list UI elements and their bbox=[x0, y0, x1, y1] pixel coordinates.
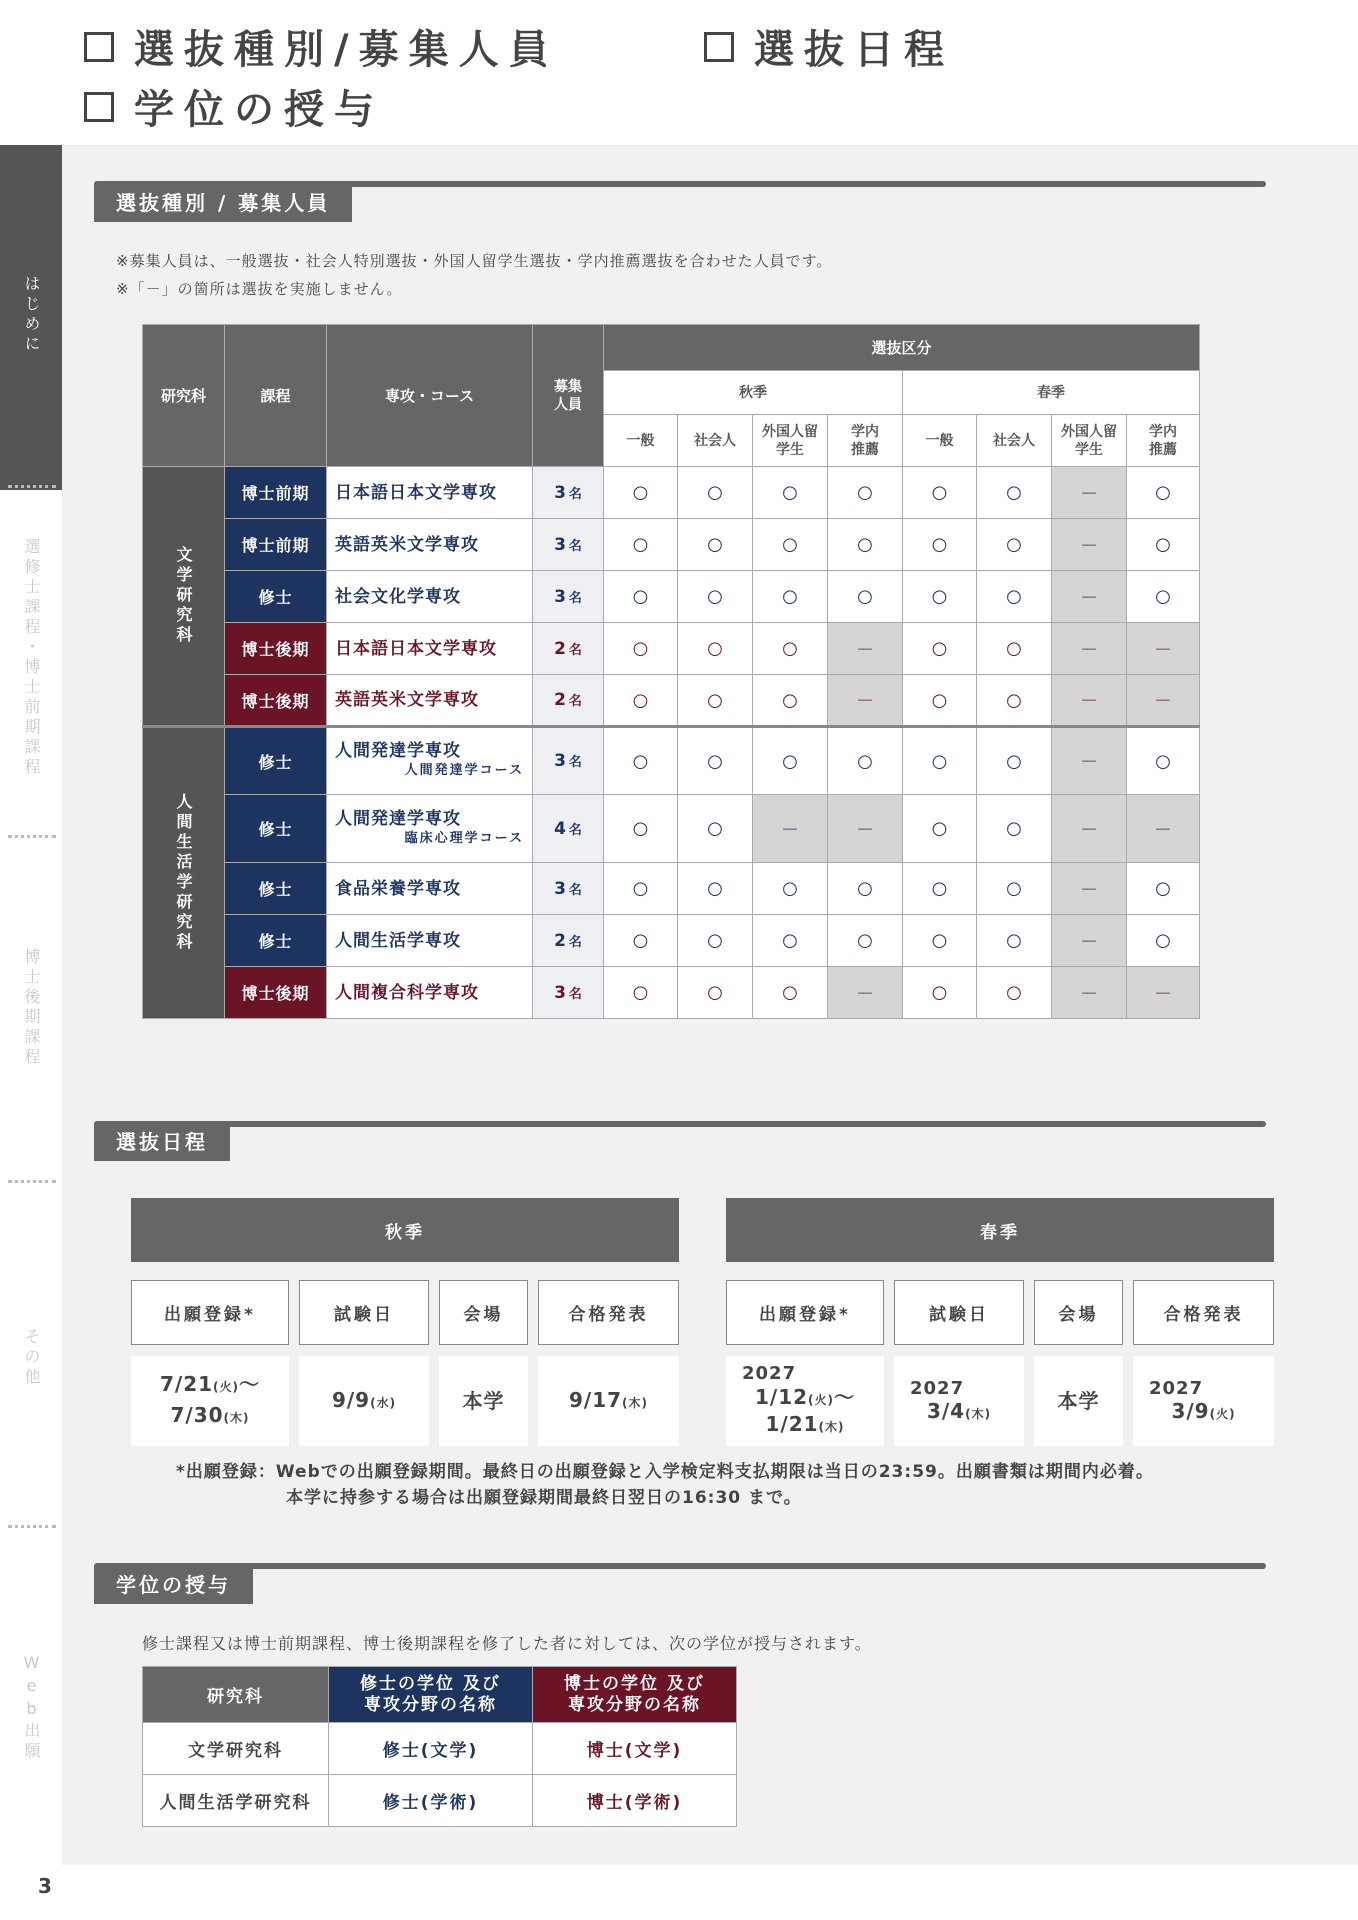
count-value: 4 bbox=[554, 818, 566, 839]
sidebar-item-intro[interactable]: はじめに bbox=[0, 145, 62, 490]
not-offered-mark: － bbox=[828, 967, 903, 1019]
table-row bbox=[143, 727, 1200, 795]
offered-mark: ○ bbox=[604, 467, 678, 519]
sidebar-item-other[interactable]: その他 bbox=[22, 1328, 41, 1388]
not-offered-mark: － bbox=[1052, 623, 1127, 675]
course-name: 臨床心理学コース bbox=[404, 830, 524, 846]
count-cell bbox=[533, 571, 604, 623]
header-type: 一般 bbox=[604, 415, 678, 467]
not-offered-mark: － bbox=[1127, 675, 1200, 727]
offered-mark: ○ bbox=[753, 467, 828, 519]
page-number: 3 bbox=[38, 1874, 52, 1898]
offered-mark: ○ bbox=[828, 519, 903, 571]
count-value: 3 bbox=[554, 982, 566, 1003]
offered-mark: ○ bbox=[753, 863, 828, 915]
major-cell bbox=[327, 727, 533, 795]
header-count: 募集人員 bbox=[533, 325, 604, 467]
header-type: 社会人 bbox=[977, 415, 1052, 467]
offered-mark: ○ bbox=[828, 863, 903, 915]
count-unit: 名 bbox=[568, 538, 582, 554]
header-item-selection-types[interactable]: 選抜種別/募集人員 bbox=[84, 18, 559, 75]
major-cell bbox=[327, 863, 533, 915]
checkbox-icon bbox=[84, 32, 114, 62]
degree-cell: 博士後期 bbox=[225, 623, 327, 675]
major-name: 日本語日本文学専攻 bbox=[335, 482, 497, 503]
offered-mark: ○ bbox=[828, 467, 903, 519]
table-row bbox=[143, 467, 1200, 519]
not-offered-mark: － bbox=[1052, 967, 1127, 1019]
not-offered-mark: － bbox=[1052, 675, 1127, 727]
degree-master: 修士(学術) bbox=[329, 1775, 533, 1827]
section-title-schedule: 選抜日程 bbox=[94, 1123, 230, 1161]
course-name: 人間発達学コース bbox=[404, 763, 524, 778]
offered-mark: ○ bbox=[828, 571, 903, 623]
offered-mark: ○ bbox=[1127, 727, 1200, 795]
offered-mark: ○ bbox=[753, 727, 828, 795]
degree-table bbox=[142, 1666, 737, 1827]
header-type: 外国人留学生 bbox=[753, 415, 828, 467]
offered-mark: ○ bbox=[1127, 571, 1200, 623]
header-type: 一般 bbox=[903, 415, 977, 467]
header-item-schedule[interactable]: 選抜日程 bbox=[704, 18, 954, 75]
count-cell bbox=[533, 967, 604, 1019]
degree-cell: 博士後期 bbox=[225, 967, 327, 1019]
table-row bbox=[143, 675, 1200, 727]
offered-mark: ○ bbox=[604, 623, 678, 675]
offered-mark: ○ bbox=[604, 675, 678, 727]
table-row bbox=[143, 571, 1200, 623]
schedule-col-exam: 試験日 bbox=[894, 1280, 1024, 1345]
table-row bbox=[143, 795, 1200, 863]
major-cell bbox=[327, 915, 533, 967]
offered-mark: ○ bbox=[678, 519, 753, 571]
header-type: 外国人留学生 bbox=[1052, 415, 1127, 467]
degree-faculty: 人間生活学研究科 bbox=[143, 1775, 329, 1827]
degree-header-faculty: 研究科 bbox=[143, 1667, 329, 1723]
table-row bbox=[143, 1723, 737, 1775]
count-cell bbox=[533, 675, 604, 727]
offered-mark: ○ bbox=[903, 571, 977, 623]
schedule-autumn-header: 秋季 bbox=[131, 1198, 679, 1262]
offered-mark: ○ bbox=[903, 519, 977, 571]
divider bbox=[8, 485, 56, 488]
count-cell bbox=[533, 863, 604, 915]
count-value: 2 bbox=[554, 638, 566, 659]
degree-doctor: 博士(学術) bbox=[533, 1775, 737, 1827]
offered-mark: ○ bbox=[604, 795, 678, 863]
header-autumn: 秋季 bbox=[604, 371, 903, 415]
major-cell bbox=[327, 675, 533, 727]
spring-exam-date: 2027 3/4(木) bbox=[894, 1356, 1024, 1446]
degree-cell: 修士 bbox=[225, 915, 327, 967]
offered-mark: ○ bbox=[977, 727, 1052, 795]
schedule-footnote: 本学に持参する場合は出願登録期間最終日翌日の16:30 まで。 bbox=[286, 1488, 802, 1508]
offered-mark: ○ bbox=[903, 675, 977, 727]
offered-mark: ○ bbox=[753, 519, 828, 571]
major-name: 社会文化学専攻 bbox=[335, 586, 461, 607]
sidebar-item-master[interactable]: 選修士課程・博士前期課程 bbox=[22, 538, 41, 778]
header-major: 専攻・コース bbox=[327, 325, 533, 467]
major-cell bbox=[327, 519, 533, 571]
count-cell bbox=[533, 467, 604, 519]
offered-mark: ○ bbox=[678, 727, 753, 795]
offered-mark: ○ bbox=[678, 863, 753, 915]
count-unit: 名 bbox=[568, 642, 582, 658]
schedule-col-venue: 会場 bbox=[439, 1280, 528, 1345]
count-unit: 名 bbox=[568, 934, 582, 950]
header-type: 学内推薦 bbox=[828, 415, 903, 467]
sidebar bbox=[0, 145, 62, 1865]
offered-mark: ○ bbox=[604, 727, 678, 795]
offered-mark: ○ bbox=[604, 915, 678, 967]
header-selection: 選抜区分 bbox=[604, 325, 1200, 371]
offered-mark: ○ bbox=[977, 571, 1052, 623]
schedule-col-result: 合格発表 bbox=[1133, 1280, 1274, 1345]
not-offered-mark: － bbox=[1127, 967, 1200, 1019]
table-row bbox=[143, 623, 1200, 675]
count-value: 3 bbox=[554, 878, 566, 899]
not-offered-mark: － bbox=[828, 675, 903, 727]
not-offered-mark: － bbox=[1127, 623, 1200, 675]
count-cell bbox=[533, 915, 604, 967]
offered-mark: ○ bbox=[903, 795, 977, 863]
offered-mark: ○ bbox=[678, 675, 753, 727]
not-offered-mark: － bbox=[1052, 571, 1127, 623]
offered-mark: ○ bbox=[828, 915, 903, 967]
offered-mark: ○ bbox=[977, 795, 1052, 863]
sidebar-item-doctor[interactable]: 博士後期課程 bbox=[22, 948, 41, 1068]
not-offered-mark: － bbox=[1052, 915, 1127, 967]
offered-mark: ○ bbox=[1127, 863, 1200, 915]
offered-mark: ○ bbox=[1127, 915, 1200, 967]
offered-mark: ○ bbox=[903, 467, 977, 519]
autumn-exam-date: 9/9(水) bbox=[299, 1356, 429, 1446]
not-offered-mark: － bbox=[1052, 863, 1127, 915]
offered-mark: ○ bbox=[903, 915, 977, 967]
offered-mark: ○ bbox=[678, 467, 753, 519]
offered-mark: ○ bbox=[977, 467, 1052, 519]
offered-mark: ○ bbox=[903, 623, 977, 675]
degree-cell: 博士前期 bbox=[225, 467, 327, 519]
not-offered-mark: － bbox=[1052, 795, 1127, 863]
offered-mark: ○ bbox=[753, 967, 828, 1019]
count-unit: 名 bbox=[568, 590, 582, 606]
major-cell bbox=[327, 967, 533, 1019]
major-cell bbox=[327, 571, 533, 623]
sidebar-item-web[interactable]: Web出願 bbox=[22, 1653, 41, 1762]
offered-mark: ○ bbox=[753, 675, 828, 727]
recruitment-table bbox=[142, 324, 1200, 1019]
major-name: 食品栄養学専攻 bbox=[335, 878, 461, 899]
offered-mark: ○ bbox=[678, 915, 753, 967]
not-offered-mark: － bbox=[1052, 467, 1127, 519]
header-type: 社会人 bbox=[678, 415, 753, 467]
degree-cell: 修士 bbox=[225, 795, 327, 863]
count-value: 2 bbox=[554, 690, 566, 710]
count-unit: 名 bbox=[568, 822, 582, 838]
offered-mark: ○ bbox=[977, 675, 1052, 727]
schedule-col-exam: 試験日 bbox=[299, 1280, 429, 1345]
table-row bbox=[143, 519, 1200, 571]
major-name: 人間発達学専攻 bbox=[335, 741, 461, 761]
header-type: 学内推薦 bbox=[1127, 415, 1200, 467]
divider bbox=[8, 835, 56, 838]
count-value: 3 bbox=[554, 534, 566, 555]
checkbox-icon bbox=[704, 32, 734, 62]
degree-cell: 修士 bbox=[225, 727, 327, 795]
degree-header-doctor: 博士の学位 及び 専攻分野の名称 bbox=[533, 1667, 737, 1723]
degree-header-master: 修士の学位 及び 専攻分野の名称 bbox=[329, 1667, 533, 1723]
table-row bbox=[143, 1775, 737, 1827]
offered-mark: ○ bbox=[1127, 467, 1200, 519]
spring-result-date: 2027 3/9(火) bbox=[1133, 1356, 1274, 1446]
major-name: 人間発達学専攻 bbox=[335, 808, 461, 829]
offered-mark: ○ bbox=[678, 795, 753, 863]
offered-mark: ○ bbox=[753, 571, 828, 623]
header-faculty: 研究科 bbox=[143, 325, 225, 467]
degree-cell: 修士 bbox=[225, 571, 327, 623]
note-line: ※「－」の箇所は選抜を実施しません。 bbox=[116, 280, 403, 298]
offered-mark: ○ bbox=[903, 863, 977, 915]
offered-mark: ○ bbox=[977, 863, 1052, 915]
not-offered-mark: － bbox=[1052, 519, 1127, 571]
count-cell bbox=[533, 623, 604, 675]
offered-mark: ○ bbox=[678, 571, 753, 623]
schedule-footnote: *出願登録：Webでの出願登録期間。最終日の出願登録と入学検定料支払期限は当日の23:59。出願書類は期間内必着。 bbox=[176, 1462, 1154, 1482]
major-cell bbox=[327, 623, 533, 675]
count-unit: 名 bbox=[568, 755, 582, 770]
major-cell bbox=[327, 467, 533, 519]
offered-mark: ○ bbox=[903, 967, 977, 1019]
count-cell bbox=[533, 727, 604, 795]
header-spring: 春季 bbox=[903, 371, 1200, 415]
table-row bbox=[143, 967, 1200, 1019]
header-item-degree[interactable]: 学位の授与 bbox=[84, 78, 384, 135]
count-value: 3 bbox=[554, 586, 566, 607]
major-name: 英語英米文学専攻 bbox=[335, 534, 479, 555]
divider bbox=[8, 1180, 56, 1183]
table-row bbox=[143, 915, 1200, 967]
schedule-col-result: 合格発表 bbox=[538, 1280, 679, 1345]
section-bar bbox=[94, 1563, 1266, 1569]
offered-mark: ○ bbox=[604, 863, 678, 915]
not-offered-mark: － bbox=[1127, 795, 1200, 863]
section-title-selection: 選抜種別 / 募集人員 bbox=[94, 184, 352, 222]
degree-master: 修士(文学) bbox=[329, 1723, 533, 1775]
table-row bbox=[143, 863, 1200, 915]
schedule-spring-header: 春季 bbox=[726, 1198, 1274, 1262]
count-value: 2 bbox=[554, 930, 566, 951]
major-name: 英語英米文学専攻 bbox=[335, 690, 479, 710]
offered-mark: ○ bbox=[604, 571, 678, 623]
count-cell bbox=[533, 795, 604, 863]
count-unit: 名 bbox=[568, 882, 582, 898]
recruitment-table-body bbox=[143, 467, 1200, 1019]
offered-mark: ○ bbox=[977, 915, 1052, 967]
count-unit: 名 bbox=[568, 986, 582, 1002]
offered-mark: ○ bbox=[753, 915, 828, 967]
degree-cell: 博士前期 bbox=[225, 519, 327, 571]
major-name: 日本語日本文学専攻 bbox=[335, 638, 497, 659]
degree-cell: 修士 bbox=[225, 863, 327, 915]
offered-mark: ○ bbox=[678, 967, 753, 1019]
degree-note: 修士課程又は博士前期課程、博士後期課程を修了した者に対しては、次の学位が授与されます。 bbox=[142, 1634, 872, 1653]
count-cell bbox=[533, 519, 604, 571]
spring-apply-period: 2027 1/12(火)〜 1/21(木) bbox=[726, 1356, 884, 1446]
section-title-degree: 学位の授与 bbox=[94, 1566, 253, 1604]
count-unit: 名 bbox=[568, 694, 582, 709]
degree-faculty: 文学研究科 bbox=[143, 1723, 329, 1775]
not-offered-mark: － bbox=[753, 795, 828, 863]
section-bar bbox=[94, 1121, 1266, 1127]
note-line: ※募集人員は、一般選抜・社会人特別選抜・外国人留学生選抜・学内推薦選抜を合わせた人員です。 bbox=[116, 252, 833, 270]
not-offered-mark: － bbox=[828, 623, 903, 675]
spring-venue: 本学 bbox=[1034, 1356, 1123, 1446]
not-offered-mark: － bbox=[828, 795, 903, 863]
major-name: 人間複合科学専攻 bbox=[335, 982, 479, 1003]
offered-mark: ○ bbox=[1127, 519, 1200, 571]
count-value: 3 bbox=[554, 751, 566, 771]
schedule-col-venue: 会場 bbox=[1034, 1280, 1123, 1345]
header-degree: 課程 bbox=[225, 325, 327, 467]
offered-mark: ○ bbox=[604, 967, 678, 1019]
checkbox-icon bbox=[84, 92, 114, 122]
not-offered-mark: － bbox=[1052, 727, 1127, 795]
offered-mark: ○ bbox=[828, 727, 903, 795]
major-name: 人間生活学専攻 bbox=[335, 930, 461, 951]
offered-mark: ○ bbox=[903, 727, 977, 795]
offered-mark: ○ bbox=[977, 967, 1052, 1019]
offered-mark: ○ bbox=[977, 623, 1052, 675]
offered-mark: ○ bbox=[753, 623, 828, 675]
autumn-apply-period: 7/21(火)〜 7/30(木) bbox=[131, 1356, 289, 1446]
count-unit: 名 bbox=[568, 486, 582, 502]
degree-cell: 博士後期 bbox=[225, 675, 327, 727]
offered-mark: ○ bbox=[977, 519, 1052, 571]
count-value: 3 bbox=[554, 482, 566, 503]
degree-doctor: 博士(文学) bbox=[533, 1723, 737, 1775]
autumn-result-date: 9/17(木) bbox=[538, 1356, 679, 1446]
autumn-venue: 本学 bbox=[439, 1356, 528, 1446]
offered-mark: ○ bbox=[678, 623, 753, 675]
schedule-col-apply: 出願登録* bbox=[131, 1280, 289, 1345]
schedule-col-apply: 出願登録* bbox=[726, 1280, 884, 1345]
offered-mark: ○ bbox=[604, 519, 678, 571]
divider bbox=[8, 1525, 56, 1528]
faculty-label: 文学研究科 bbox=[143, 467, 225, 727]
faculty-label: 人間生活学研究科 bbox=[143, 727, 225, 1019]
major-cell bbox=[327, 795, 533, 863]
